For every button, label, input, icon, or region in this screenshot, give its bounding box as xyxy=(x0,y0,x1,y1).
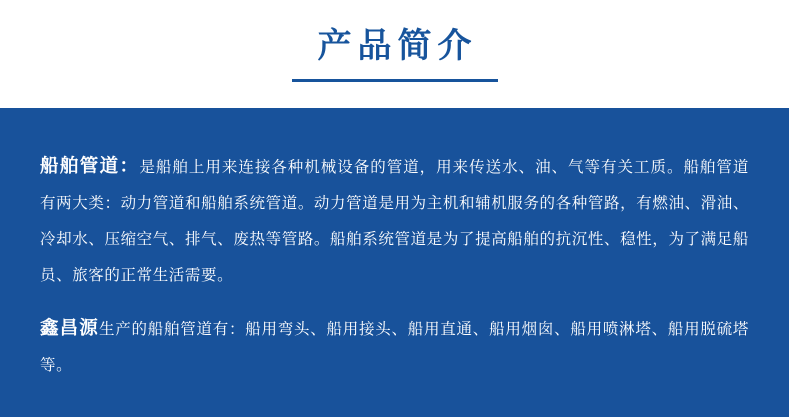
title-underline-divider xyxy=(292,79,498,82)
paragraph-ship-piping xyxy=(40,148,749,294)
paragraph-company-products xyxy=(40,310,749,384)
page-header xyxy=(0,0,789,108)
paragraph-lead-label: 船舶管道： xyxy=(40,155,140,176)
company-name-label: 鑫昌源 xyxy=(40,317,99,338)
product-list-text: 生产的船舶管道有：船用弯头、船用接头、船用直通、船用烟囱、船用喷淋塔、船用脱硫塔等。 xyxy=(40,321,749,374)
paragraph-body-text: 是船舶上用来连接各种机械设备的管道，用来传送水、油、气等有关工质。船舶管道有两大类：动力管道和船舶系统管道。动力管道是用为主机和辅机服务的各种管路，有燃油、滑油、冷却水、压缩空气、排气、废热等管路。船舶系统管道是为了提高船舶的抗沉性、稳性，为了满足船员、旅客的正常生活需要。 xyxy=(40,159,749,284)
page-title: 产品简介 xyxy=(317,27,478,66)
description-panel xyxy=(0,108,789,417)
